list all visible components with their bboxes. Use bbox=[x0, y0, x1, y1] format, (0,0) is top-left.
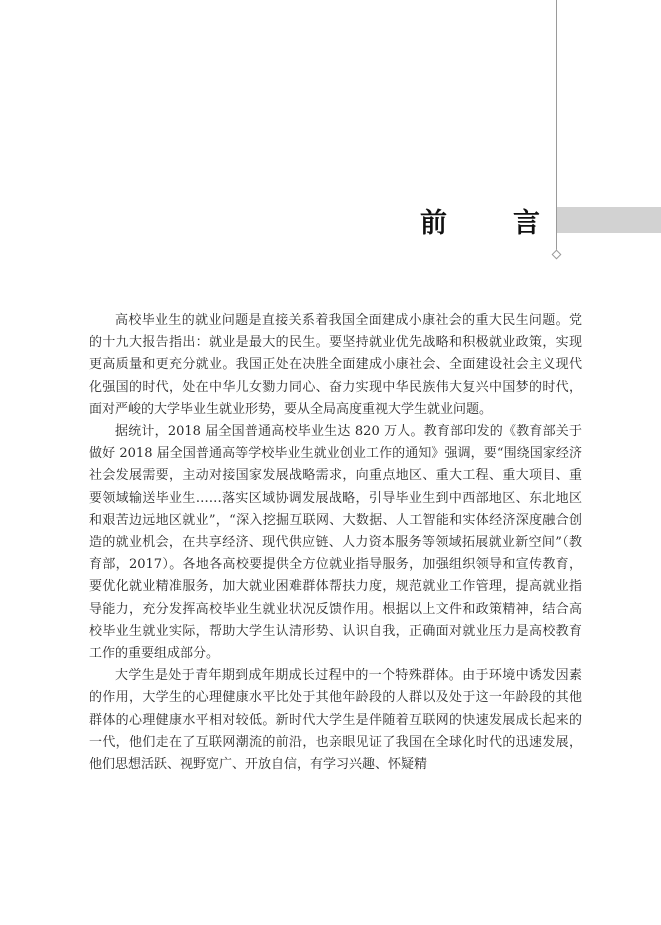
paragraph-1: 高校毕业生的就业问题是直接关系着我国全面建成小康社会的重大民生问题。党的十九大报告指出：就业是最大的民生。要坚持就业优先战略和积极就业政策，实现更高质量和更充分就业。我国正处在决胜全面建成小康社会、全面建设社会主义现代化强国的时代，处在中华儿女勠力同心、奋力实现中华民族伟大复兴中国梦的时代，面对严峻的大学毕业生就业形势，要从全局高度重视大学生就业问题。 bbox=[89, 313, 582, 417]
rule-diamond-ornament bbox=[552, 250, 562, 260]
title-char-1: 前 bbox=[420, 207, 447, 239]
paragraph-2: 据统计，2018 届全国普通高校毕业生达 820 万人。教育部印发的《教育部关于做好 2018 届全国普通高等学校毕业生就业创业工作的通知》强调，要“围绕国家经济社会发展需要，主动对接国家发展战略需求，向重点地区、重大工程、重大项目、重要领域输送毕业生……落实区域协调发展战略，引导毕业生到中西部地区、东北地区和艰苦边远地区就业”，“深入挖掘互联网、大数据、人工智能和实体经济深度融合创造的就业机会，在共享经济、现代供应链、人力资本服务等领域拓展就业新空间”（教育部，2017）。各地各高校要提供全方位就业指导服务，加强组织领导和宣传教育，要优化就业精准服务，加大就业困难群体帮扶力度，规范就业工作管理，提高就业指导能力，充分发挥高校毕业生就业状况反馈作用。根据以上文件和政策精神，结合高校毕业生就业实际，帮助大学生认清形势、认识自我，正确面对就业压力是高校教育工作的重要组成部分。 bbox=[89, 424, 582, 662]
title-band bbox=[557, 207, 661, 233]
page-title bbox=[420, 200, 540, 240]
body-text bbox=[89, 310, 582, 776]
title-char-2: 言 bbox=[513, 207, 540, 239]
paragraph-3: 大学生是处于青年期到成年期成长过程中的一个特殊群体。由于环境中诱发因素的作用，大学生的心理健康水平比处于其他年龄段的人群以及处于这一年龄段的其他群体的心理健康水平相对较低。新时代大学生是伴随着互联网的快速发展成长起来的一代，他们走在了互联网潮流的前沿，也亲眼见证了我国在全球化时代的迅速发展，他们思想活跃、视野宽广、开放自信，有学习兴趣、怀疑精 bbox=[89, 668, 582, 773]
